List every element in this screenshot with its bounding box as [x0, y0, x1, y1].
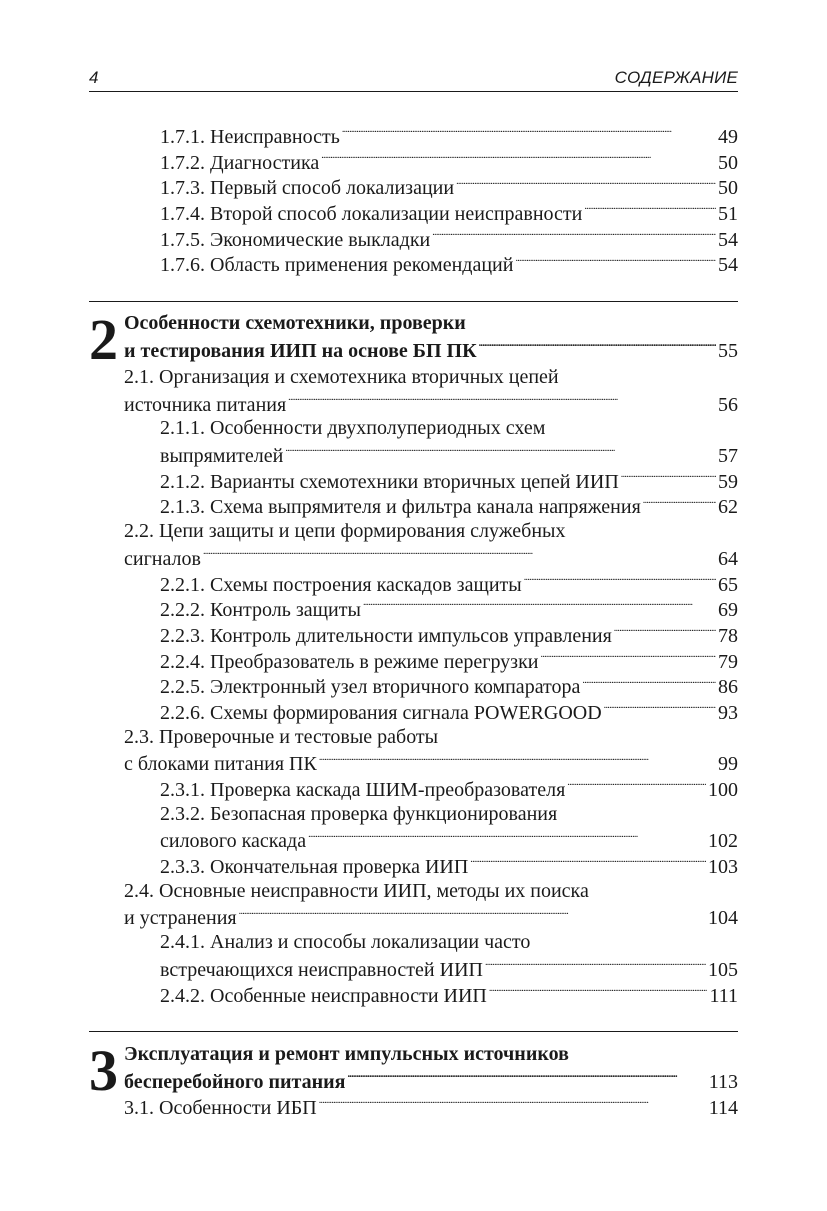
- running-header: [89, 67, 738, 92]
- toc-page-number: 86: [718, 676, 738, 699]
- toc-page-number: 54: [718, 254, 738, 277]
- toc-page-number: 54: [718, 228, 738, 251]
- toc-entry-title: 1.7.6. Область применения рекомендаций: [160, 254, 514, 277]
- toc-entry[interactable]: [160, 802, 738, 828]
- toc-entry[interactable]: [124, 879, 738, 905]
- leader-dots: [470, 853, 706, 873]
- toc-entry[interactable]: [160, 149, 738, 175]
- toc-page-number: 78: [718, 624, 738, 647]
- toc-entry-title: сигналов: [124, 547, 201, 570]
- toc-entry[interactable]: [160, 673, 738, 699]
- toc-entry-title: 2.3. Проверочные и тестовые работы: [124, 725, 439, 748]
- toc-entry-title: 2.2.4. Преобразователь в режиме перегрузки: [160, 650, 539, 673]
- toc-entry-title: встречающихся неисправностей ИИП: [160, 958, 483, 981]
- leader-dots: [432, 226, 716, 246]
- toc-page-number: 57: [718, 445, 738, 468]
- leader-dots: [342, 123, 716, 143]
- toc-entry[interactable]: [160, 200, 738, 226]
- page-number: 4: [89, 68, 99, 87]
- toc-page-number: 65: [718, 573, 738, 596]
- toc-entry[interactable]: [160, 827, 738, 853]
- toc-page-number: 50: [718, 151, 738, 174]
- toc-page-number: 51: [718, 203, 738, 226]
- toc-entry-title: 2.2. Цепи защиты и цепи формирования служебных: [124, 520, 566, 543]
- toc-entry-title: 2.1.3. Схема выпрямителя и фильтра канала напряжения: [160, 496, 641, 519]
- toc-page-number: 100: [708, 779, 738, 801]
- toc-entry-title: 1.7.2. Диагностика: [160, 151, 320, 174]
- toc-entry[interactable]: [160, 956, 738, 982]
- leader-dots: [456, 174, 716, 194]
- leader-dots: [643, 493, 716, 513]
- toc-page-number: 56: [718, 393, 738, 416]
- toc-entry[interactable]: [160, 571, 738, 597]
- chapter-title-text: Эксплуатация и ремонт импульсных источников: [124, 1043, 569, 1065]
- toc-entry-title: 2.4.2. Особенные неисправности ИИП: [160, 984, 487, 1007]
- toc-entry-title: 2.4.1. Анализ и способы локализации часто: [160, 931, 531, 954]
- toc-entry[interactable]: [160, 982, 738, 1008]
- toc-entry[interactable]: [124, 1094, 738, 1120]
- toc-entry[interactable]: [124, 725, 738, 751]
- leader-dots: [203, 545, 716, 565]
- toc-entry-title: 2.4. Основные неисправности ИИП, методы их поиска: [124, 879, 589, 902]
- leader-dots: [489, 982, 708, 1002]
- leader-dots: [541, 648, 716, 668]
- toc-entry[interactable]: [124, 365, 738, 391]
- toc-page-number: 49: [718, 126, 738, 148]
- chapter-title-text: и тестирования ИИП на основе БП ПК: [124, 339, 477, 362]
- leader-dots: [239, 904, 706, 924]
- toc-entry-title: 2.3.1. Проверка каскада ШИМ-преобразователя: [160, 779, 566, 801]
- leader-dots: [614, 622, 716, 642]
- leader-dots: [479, 337, 716, 357]
- toc-entry[interactable]: [160, 174, 738, 200]
- leader-dots: [288, 391, 716, 411]
- toc-page-number: 99: [718, 753, 738, 776]
- toc-entry[interactable]: [160, 416, 738, 442]
- toc-entry[interactable]: [160, 123, 738, 149]
- chapter-title: [124, 311, 738, 362]
- leader-dots: [604, 699, 716, 719]
- toc-page-number: 114: [708, 1097, 738, 1119]
- chapter-title-text: бесперебойного питания: [124, 1070, 346, 1093]
- toc-entry[interactable]: [124, 519, 738, 545]
- leader-dots: [285, 442, 716, 462]
- leader-dots: [524, 571, 716, 591]
- chapter-number: 3: [89, 1038, 118, 1103]
- toc-section-1-7: [124, 123, 738, 277]
- toc-page-number: 102: [708, 830, 738, 853]
- toc-page-number: 103: [708, 856, 738, 879]
- toc-entry-title: источника питания: [124, 393, 287, 416]
- toc-entry[interactable]: [160, 622, 738, 648]
- leader-dots: [321, 149, 716, 169]
- toc-page-number: 104: [708, 907, 738, 930]
- toc-entry-title: 1.7.5. Экономические выкладки: [160, 228, 431, 251]
- leader-dots: [363, 596, 716, 616]
- chapter-title-line[interactable]: [124, 1068, 738, 1094]
- toc-entry-title: 1.7.1. Неисправность: [160, 126, 340, 148]
- running-title: СОДЕРЖАНИЕ: [614, 68, 738, 87]
- chapter-divider: [89, 1031, 738, 1032]
- toc-entry[interactable]: [124, 750, 738, 776]
- leader-dots: [584, 200, 716, 220]
- toc-entry[interactable]: [160, 493, 738, 519]
- toc-entry[interactable]: [124, 545, 738, 571]
- leader-dots: [567, 776, 706, 796]
- toc-chapter-2-entries: [124, 365, 738, 1007]
- toc-page-number: 62: [718, 496, 738, 519]
- leader-dots: [582, 673, 716, 693]
- toc-page-number: 93: [718, 701, 738, 724]
- toc-entry-title: 3.1. Особенности ИБП: [124, 1097, 317, 1119]
- toc-entry-title: силового каскада: [160, 830, 307, 853]
- toc-entry-title: 2.2.3. Контроль длительности импульсов управления: [160, 624, 612, 647]
- toc-entry[interactable]: [160, 251, 738, 277]
- chapter-title-line[interactable]: [124, 1042, 738, 1068]
- chapter-title-text: Особенности схемотехники, проверки: [124, 312, 466, 334]
- toc-entry-title: 1.7.3. Первый способ локализации: [160, 177, 455, 200]
- toc-entry-title: 2.2.2. Контроль защиты: [160, 599, 361, 622]
- toc-entry[interactable]: [124, 391, 738, 417]
- toc-page-number: 59: [718, 470, 738, 493]
- toc-page-number: 64: [718, 547, 738, 570]
- toc-page-number: 111: [709, 984, 738, 1007]
- toc-page-number: 50: [718, 177, 738, 200]
- chapter-title: [124, 1042, 738, 1093]
- toc-entry-title: 2.2.6. Схемы формирования сигнала POWERGOOD: [160, 701, 602, 724]
- toc-entry[interactable]: [160, 442, 738, 468]
- toc-entry[interactable]: [124, 904, 738, 930]
- toc-entry-title: 2.3.2. Безопасная проверка функционирования: [160, 802, 558, 825]
- toc-page-number: 55: [718, 339, 738, 362]
- toc-page-number: 105: [708, 958, 738, 981]
- leader-dots: [308, 827, 706, 847]
- leader-dots: [319, 750, 716, 770]
- leader-dots: [515, 251, 716, 271]
- chapter-title-line[interactable]: [124, 311, 738, 337]
- leader-dots: [347, 1068, 706, 1088]
- toc-entry-title: и устранения: [124, 907, 237, 930]
- leader-dots: [319, 1094, 707, 1114]
- toc-entry-title: 2.1.1. Особенности двухполупериодных схем: [160, 417, 546, 440]
- toc-entry-title: 2.3.3. Окончательная проверка ИИП: [160, 856, 469, 879]
- chapter-divider: [89, 301, 738, 302]
- toc-entry[interactable]: [160, 596, 738, 622]
- leader-dots: [621, 468, 716, 488]
- toc-entry-title: с блоками питания ПК: [124, 753, 317, 776]
- toc-entry[interactable]: [160, 648, 738, 674]
- toc-entry-title: 2.2.5. Электронный узел вторичного компаратора: [160, 676, 581, 699]
- toc-entry[interactable]: [160, 468, 738, 494]
- toc-page-number: 113: [708, 1070, 738, 1093]
- toc-entry[interactable]: [160, 853, 738, 879]
- toc-chapter-3-entries: [124, 1094, 738, 1120]
- toc-entry[interactable]: [160, 226, 738, 252]
- chapter-number: 2: [89, 307, 118, 372]
- leader-dots: [485, 956, 706, 976]
- toc-entry-title: 1.7.4. Второй способ локализации неисправности: [160, 203, 583, 226]
- toc-page-number: 79: [718, 650, 738, 673]
- toc-entry-title: 2.1.2. Варианты схемотехники вторичных цепей ИИП: [160, 470, 619, 493]
- toc-entry[interactable]: [160, 776, 738, 802]
- toc-page-number: 69: [718, 599, 738, 622]
- toc-entry-title: 2.2.1. Схемы построения каскадов защиты: [160, 573, 522, 596]
- chapter-title-line[interactable]: [124, 337, 738, 363]
- toc-entry[interactable]: [160, 699, 738, 725]
- toc-entry-title: 2.1. Организация и схемотехника вторичных цепей: [124, 366, 559, 388]
- toc-entry[interactable]: [160, 930, 738, 956]
- toc-entry-title: выпрямителей: [160, 445, 284, 468]
